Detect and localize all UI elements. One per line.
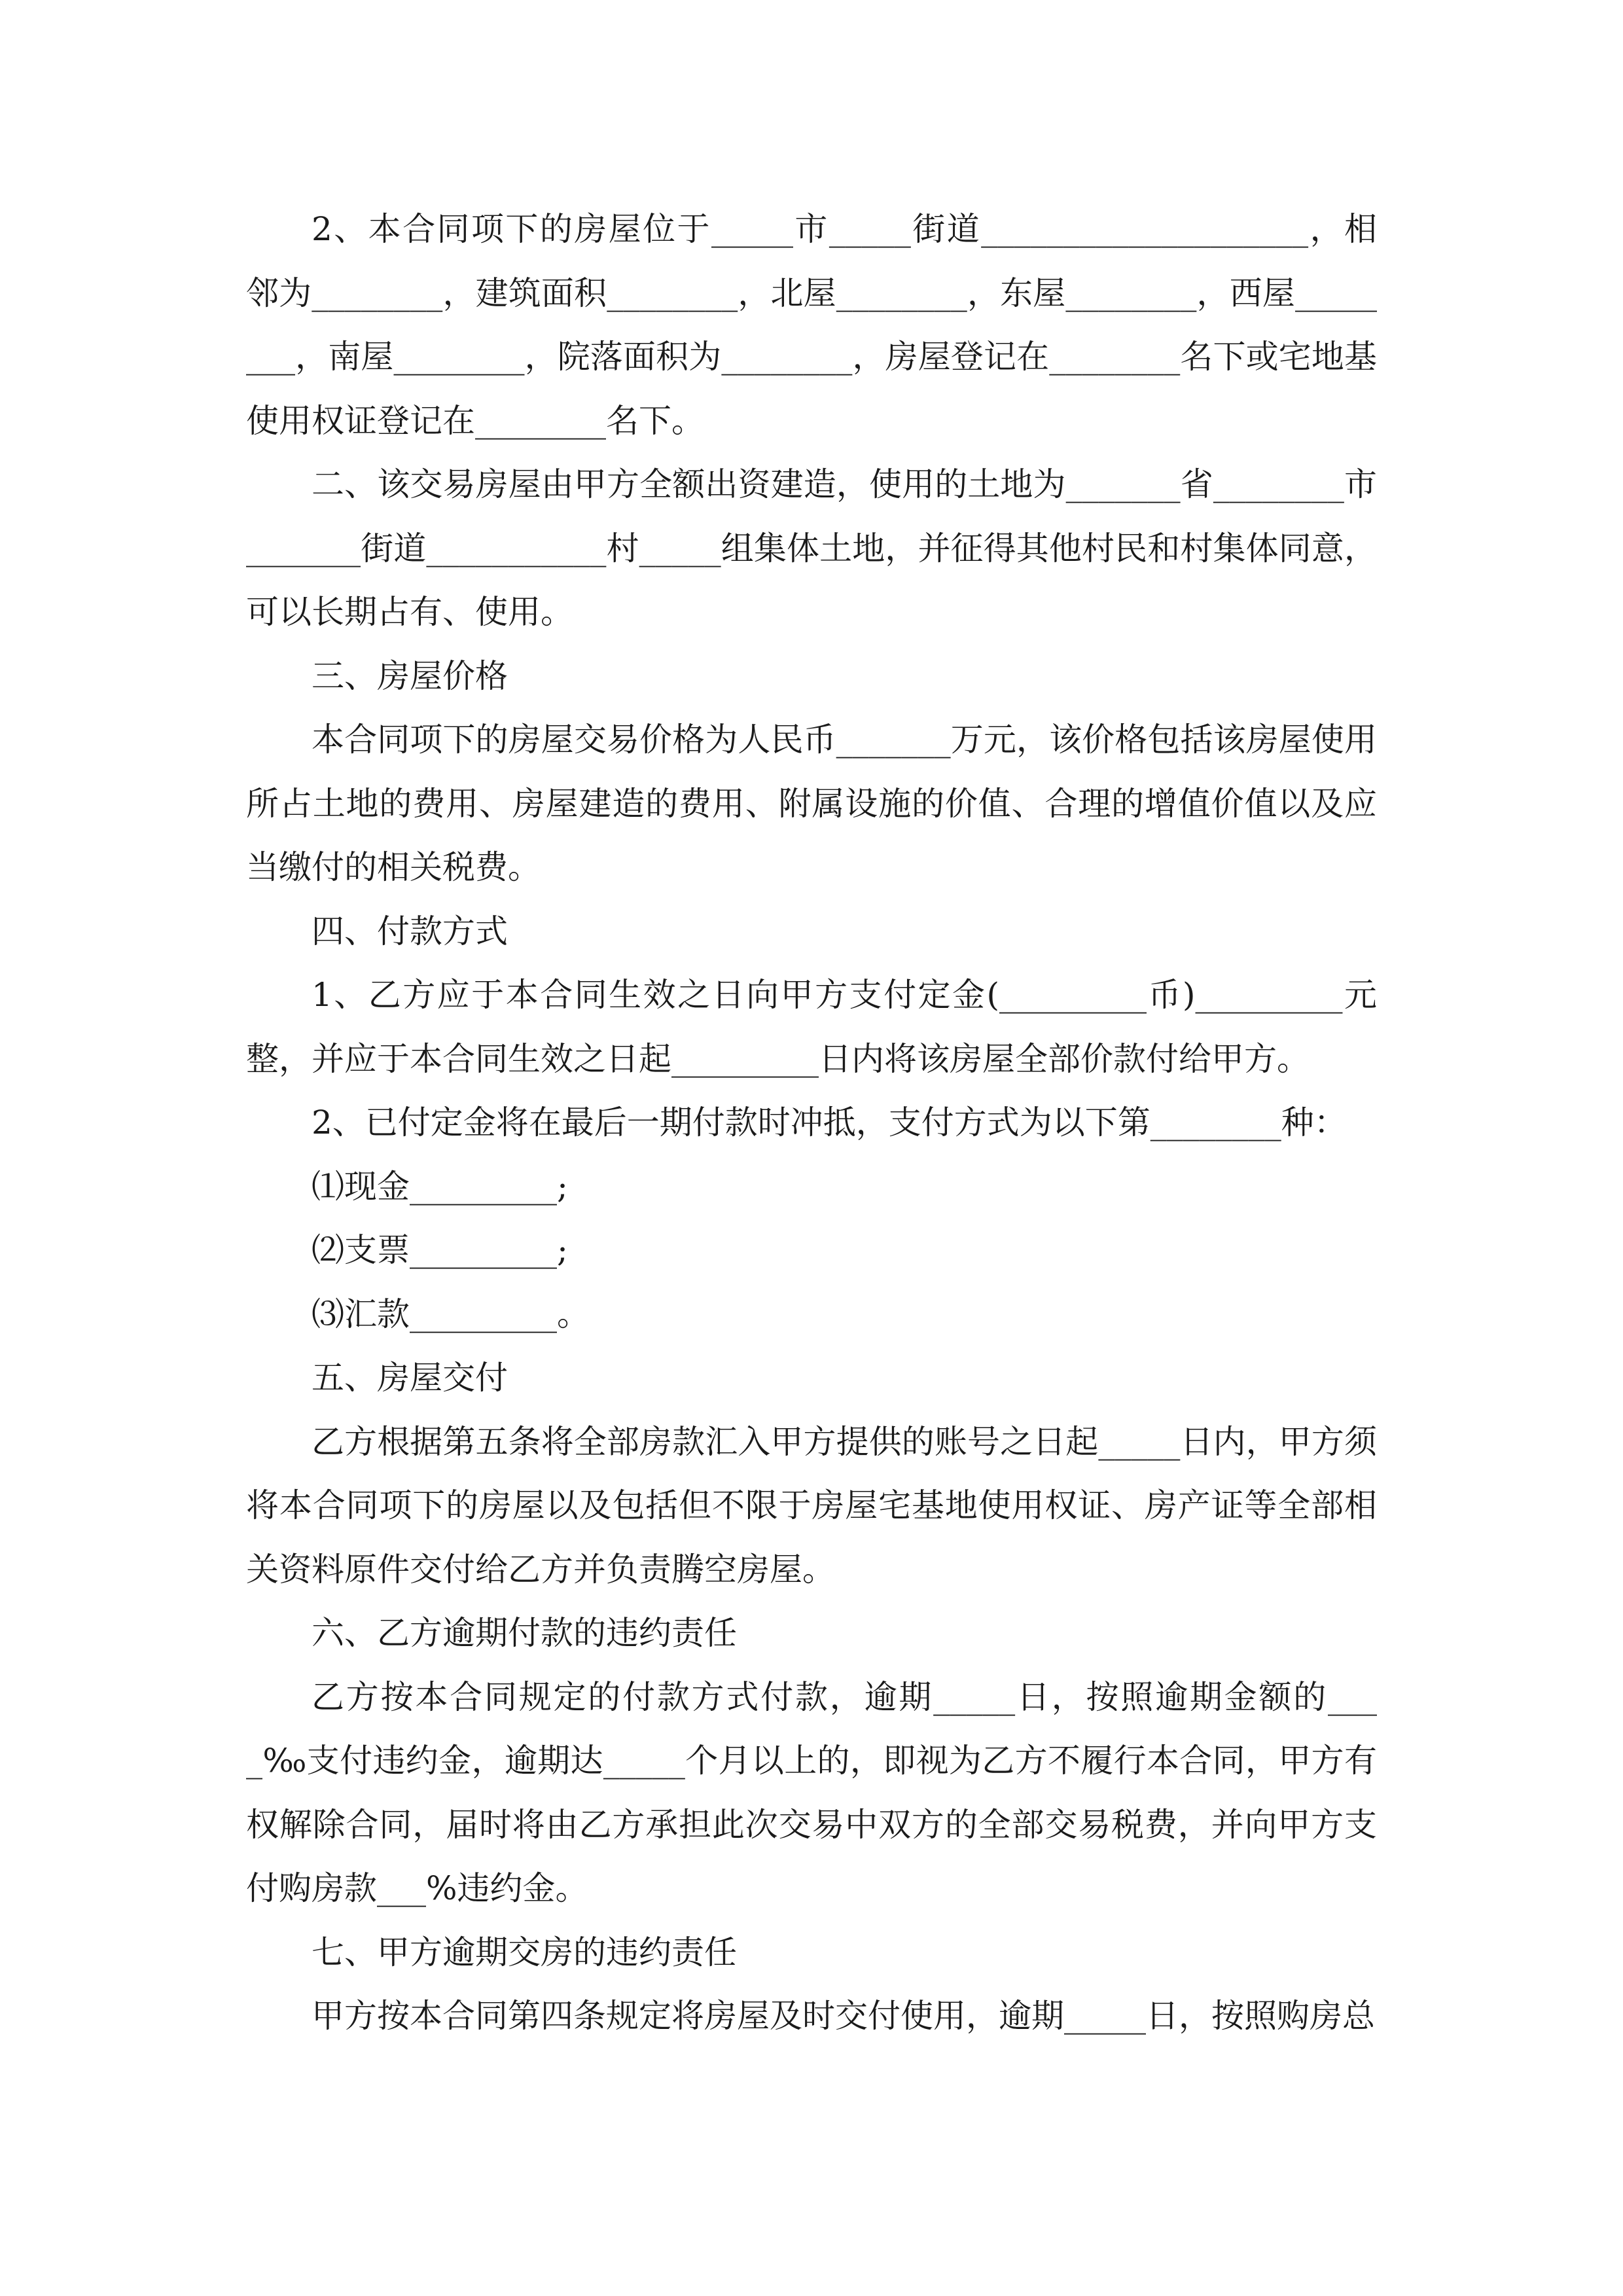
section-heading-price: 三、房屋价格 [312,656,508,695]
clause-payment-method: 2、已付定金将在最后一期付款时冲抵，支付方式为以下第________种： [312,1103,1347,1141]
section-heading-seller-late-delivery: 七、甲方逾期交房的违约责任 [312,1933,737,1971]
payment-option-remittance: ⑶汇款_________。 [312,1295,590,1333]
section-heading-payment: 四、付款方式 [312,912,508,950]
section-heading-buyer-late-payment: 六、乙方逾期付款的违约责任 [312,1614,737,1652]
clause-land-source: 二、该交易房屋由甲方全额出资建造，使用的土地为_______省________市_______街道___________村_____组集体土地，并征得其他村民和村集体同意，可以长期占有、使用。 [246,465,1377,631]
clause-delivery: 乙方根据第五条将全部房款汇入甲方提供的账号之日起_____日内，甲方须将本合同项下的房屋以及包括但不限于房屋宅基地使用权证、房产证等全部相关资料原件交付给乙方并负责腾空房屋。 [246,1422,1377,1588]
section-heading-delivery: 五、房屋交付 [312,1359,508,1397]
clause-price: 本合同项下的房屋交易价格为人民币_______万元，该价格包括该房屋使用所占土地的费用、房屋建造的费用、附属设施的价值、合理的增值价值以及应当缴付的相关税费。 [246,721,1377,886]
clause-house-location: 2、本合同项下的房屋位于_____市_____街道____________________，相邻为________，建筑面积________，北屋________，东屋________，西屋________，南屋________，院落面积为________，房屋登记在________名下或宅地基使用权证登记在________名下。 [246,210,1377,440]
payment-option-check: ⑵支票_________; [312,1231,568,1269]
payment-option-cash: ⑴现金_________; [312,1167,568,1206]
clause-seller-late-delivery: 甲方按本合同第四条规定将房屋及时交付使用，逾期_____日，按照购房总 [312,1997,1375,2035]
clause-buyer-late-payment: 乙方按本合同规定的付款方式付款，逾期_____日，按照逾期金额的____‰支付违约金，逾期达_____个月以上的，即视为乙方不履行本合同，甲方有权解除合同，届时将由乙方承担此次交易中双方的全部交易税费，并向甲方支付购房款___%违约金。 [246,1677,1377,1907]
document-body [246,198,1377,2049]
clause-deposit: 1、乙方应于本合同生效之日向甲方支付定金(_________币)_________元整，并应于本合同生效之日起_________日内将该房屋全部价款付给甲方。 [246,976,1377,1078]
